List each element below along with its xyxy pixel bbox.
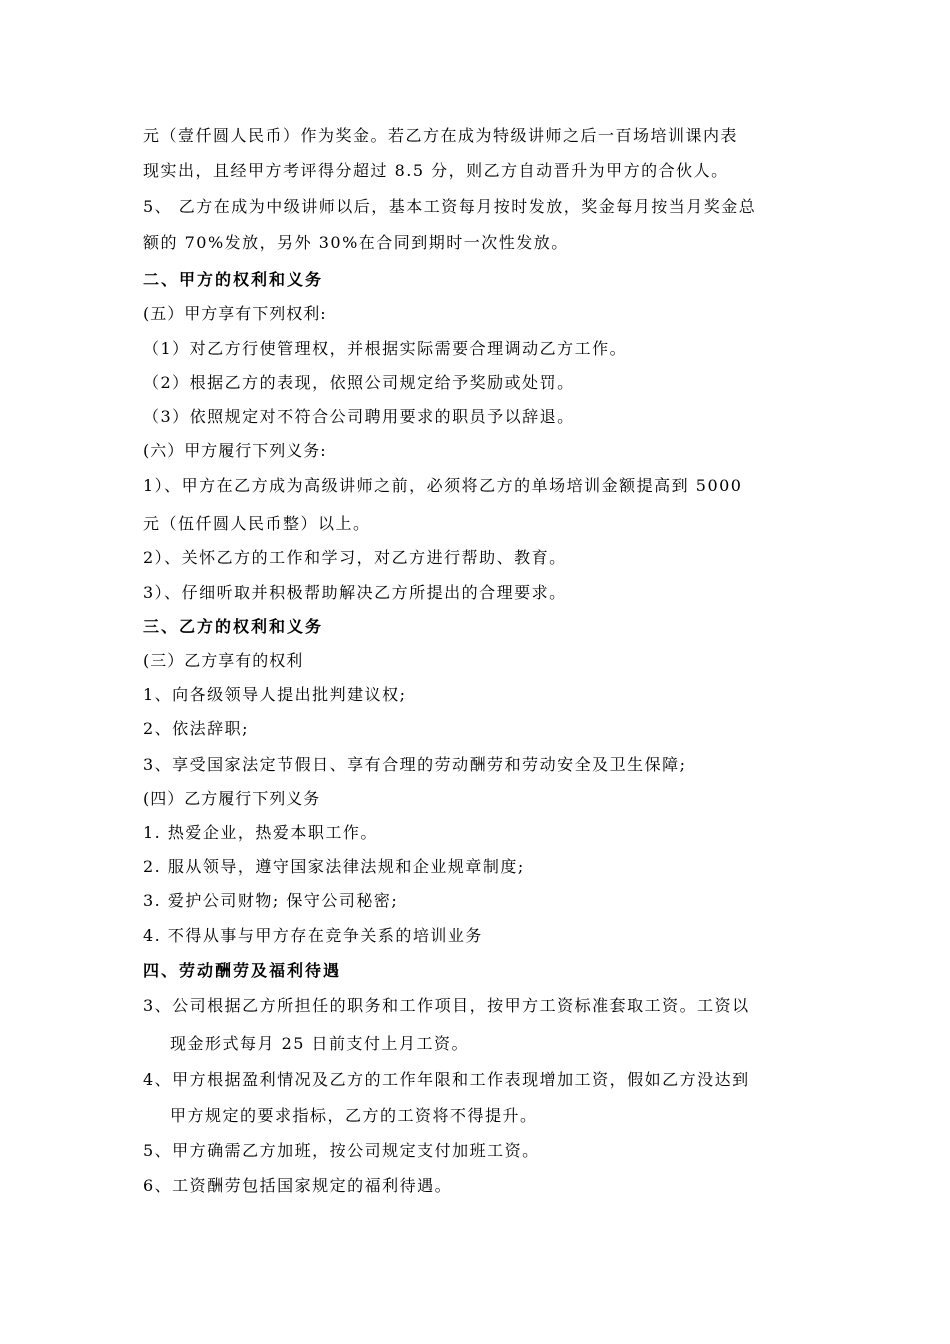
section-heading: 四、劳动酬劳及福利待遇 [143, 961, 342, 980]
paragraph-line: 甲方规定的要求指标，乙方的工资将不得提升。 [170, 1106, 538, 1125]
list-item: 3、公司根据乙方所担任的职务和工作项目，按甲方工资标准套取工资。工资以 [143, 996, 750, 1015]
subsection-heading: (六）甲方履行下列义务: [143, 441, 327, 460]
list-item: 4. 不得从事与甲方存在竞争关系的培训业务 [143, 926, 483, 945]
paragraph-line: 额的 70%发放，另外 30%在合同到期时一次性发放。 [143, 233, 569, 252]
list-item: 4、甲方根据盈利情况及乙方的工作年限和工作表现增加工资，假如乙方没达到 [143, 1070, 750, 1089]
list-item: 1. 热爱企业，热爱本职工作。 [143, 823, 378, 842]
subsection-heading: (五）甲方享有下列权利: [143, 304, 327, 323]
list-item: 1、向各级领导人提出批判建议权; [143, 685, 407, 704]
list-item: 2. 服从领导，遵守国家法律法规和企业规章制度; [143, 857, 525, 876]
paragraph-line: 元（伍仟圆人民币整）以上。 [143, 514, 371, 533]
list-item: 3、享受国家法定节假日、享有合理的劳动酬劳和劳动安全及卫生保障; [143, 755, 687, 774]
list-item: （2）根据乙方的表现，依照公司规定给予奖励或处罚。 [143, 373, 575, 392]
section-heading: 二、甲方的权利和义务 [143, 270, 324, 289]
subsection-heading: (四）乙方履行下列义务 [143, 789, 321, 808]
list-item: 2、依法辞职; [143, 719, 250, 738]
list-item: 3）、仔细听取并积极帮助解决乙方所提出的合理要求。 [143, 583, 567, 602]
list-item: 2）、关怀乙方的工作和学习，对乙方进行帮助、教育。 [143, 548, 567, 567]
list-item: 6、工资酬劳包括国家规定的福利待遇。 [143, 1176, 453, 1195]
list-item: 3. 爱护公司财物; 保守公司秘密; [143, 891, 399, 910]
paragraph-line: 现实出，且经甲方考评得分超过 8.5 分，则乙方自动晋升为甲方的合伙人。 [143, 161, 729, 180]
paragraph-line: 5、 乙方在成为中级讲师以后，基本工资每月按时发放，奖金每月按当月奖金总 [143, 197, 757, 216]
section-heading: 三、乙方的权利和义务 [143, 617, 324, 636]
subsection-heading: (三）乙方享有的权利 [143, 651, 304, 670]
paragraph-line: 元（壹仟圆人民币）作为奖金。若乙方在成为特级讲师之后一百场培训课内表 [143, 126, 739, 145]
list-item: 1）、甲方在乙方成为高级讲师之前，必须将乙方的单场培训金额提高到 5000 [143, 476, 743, 495]
list-item: （1）对乙方行使管理权，并根据实际需要合理调动乙方工作。 [143, 339, 628, 358]
list-item: 5、甲方确需乙方加班，按公司规定支付加班工资。 [143, 1141, 540, 1160]
list-item: （3）依照规定对不符合公司聘用要求的职员予以辞退。 [143, 407, 575, 426]
paragraph-line: 现金形式每月 25 日前支付上月工资。 [170, 1034, 470, 1053]
